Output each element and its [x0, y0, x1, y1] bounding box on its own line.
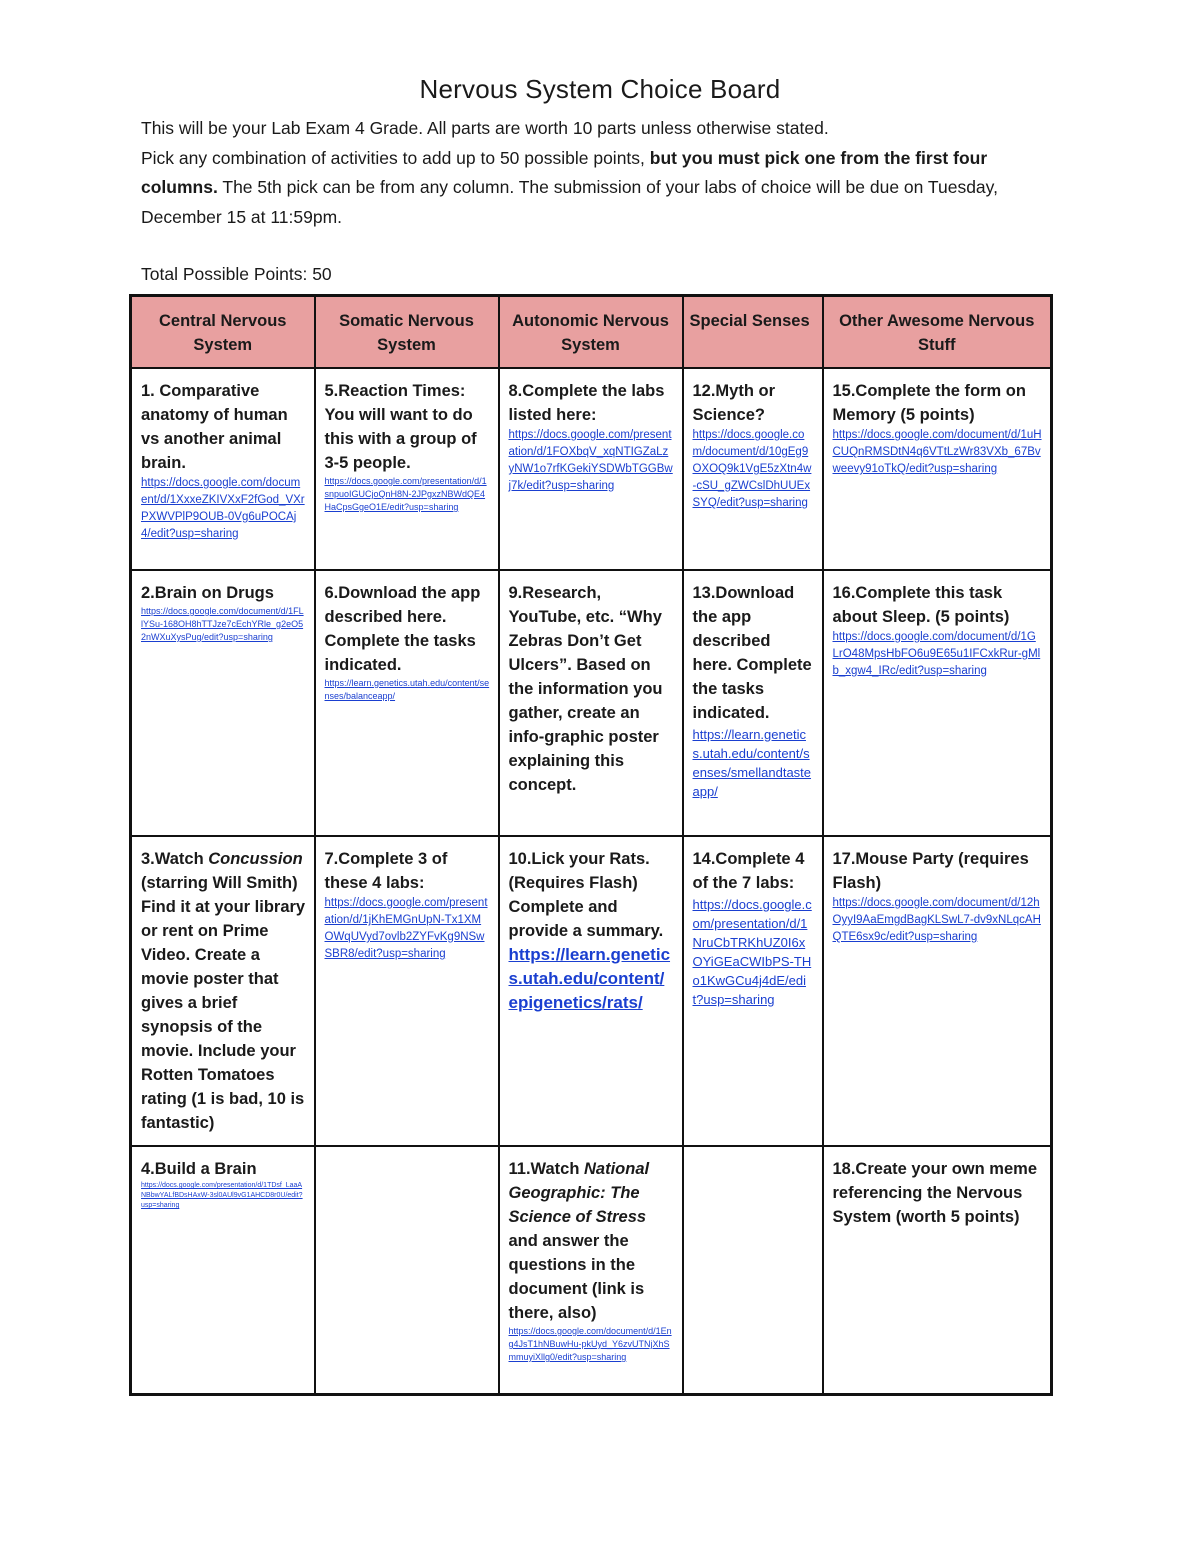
activity-link[interactable]: https://docs.google.com/document/d/10gEg9OXOQ9k1VgE5zXtn4w-cSU_gZWCslDhUUExSYQ/edit?usp=sharing — [692, 429, 812, 509]
activity-film-title: National Geographic: The Science of Stress — [508, 1160, 650, 1226]
activity-link[interactable]: https://learn.genetics.utah.edu/content/senses/smellandtasteapp/ — [692, 727, 812, 799]
header-special-senses: Special Senses — [683, 296, 823, 369]
activity-text — [509, 1157, 674, 1325]
page-title: Nervous System Choice Board — [419, 74, 781, 104]
activity-cell-5 — [315, 368, 499, 570]
activity-cell-15 — [823, 368, 1052, 570]
activity-cell-7 — [315, 836, 499, 1146]
instructions-due-date: The 5th pick can be from any column. The submission of your labs of choice will be due on Tuesday, December 15 at 11:59pm. — [141, 177, 998, 227]
activity-cell-12 — [683, 368, 823, 570]
instructions-text: Pick any combination of activities to add up to 50 possible points, — [141, 147, 650, 168]
activity-cell-2 — [131, 570, 315, 836]
activity-link[interactable]: https://docs.google.com/document/d/1GLrO48MpsHbFO6u9E65u1IFCxkRur-gMlb_xgw4_IRc/edit?usp=sharing — [832, 631, 1041, 677]
activity-cell-14 — [683, 836, 823, 1146]
activity-movie-title: Concussion — [208, 850, 303, 868]
activity-text: 5.Reaction Times: You will want to do this with a group of 3-5 people. — [324, 382, 477, 472]
activity-text: 6.Download the app described here. Complete the tasks indicated. — [324, 584, 481, 674]
instructions — [141, 114, 1061, 232]
activity-text: 8.Complete the labs listed here: — [508, 382, 665, 424]
activity-text-rest: (starring Will Smith) Find it at your library or rent on Prime Video. Create a movie poster that gives a brief synopsis of the movie. Include your Rotten Tomatoes rating (1 is bad, 10 is fantastic) — [141, 874, 306, 1132]
empty-cell — [315, 1146, 499, 1395]
header-autonomic-nervous-system: Autonomic Nervous System — [499, 296, 683, 369]
header-somatic-nervous-system: Somatic Nervous System — [315, 296, 499, 369]
activity-text: 14.Complete 4 of the 7 labs: — [692, 850, 805, 892]
instructions-line-2 — [141, 144, 1061, 233]
activity-text: 16.Complete this task about Sleep. (5 points) — [832, 584, 1010, 626]
activity-text-rest: and answer the questions in the document (link is there, also) — [508, 1232, 645, 1322]
activity-text: 15.Complete the form on Memory (5 points) — [832, 382, 1026, 424]
activity-cell-16 — [823, 570, 1052, 836]
activity-cell-13 — [683, 570, 823, 836]
activity-text: 2.Brain on Drugs — [141, 584, 274, 602]
activity-text: 4.Build a Brain — [141, 1160, 257, 1178]
activity-cell-18 — [823, 1146, 1052, 1395]
activity-cell-1 — [131, 368, 315, 570]
header-row — [131, 296, 1052, 369]
activity-text: 10.Lick your Rats. (Requires Flash) Complete and provide a summary. — [508, 850, 664, 940]
activity-cell-3 — [131, 836, 315, 1146]
activity-cell-17 — [823, 836, 1052, 1146]
activity-text: 12.Myth or Science? — [692, 382, 776, 424]
activity-cell-4 — [131, 1146, 315, 1395]
instructions-emphasis: but you must pick one from the first four columns. — [141, 147, 988, 197]
activity-link[interactable]: https://docs.google.com/document/d/12hOyyI9AaEmgdBagKLSwL7-dv9xNLqcAHQTE6sx9c/edit?usp=sharing — [832, 897, 1041, 943]
activity-text-prefix: 3.Watch — [141, 850, 209, 868]
activity-link[interactable]: https://docs.google.com/document/d/1uHCUQnRMSDtN4q6VTtLzWr83VXb_67Bvweevy91oTkQ/edit?usp=sharing — [832, 429, 1042, 475]
activity-text: 9.Research, YouTube, etc. “Why Zebras Don’t Get Ulcers”. Based on the information you gather, create an info-graphic poster explaining this concept. — [508, 584, 663, 794]
table-row — [131, 368, 1052, 570]
activity-text: 13.Download the app described here. Complete the tasks indicated. — [692, 584, 812, 722]
choice-board-table — [129, 294, 1053, 1396]
activity-cell-11 — [499, 1146, 683, 1395]
table-row — [131, 1146, 1052, 1395]
activity-text-prefix: 11.Watch — [508, 1160, 584, 1178]
header-other-nervous-stuff: Other Awesome Nervous Stuff — [823, 296, 1052, 369]
activity-link[interactable]: https://docs.google.com/presentation/d/1FOXbqV_xqNTIGZaLzyNW1o7rfKGekiYSDWbTGGBwj7k/edit?usp=sharing — [508, 429, 673, 492]
activity-text: 17.Mouse Party (requires Flash) — [832, 850, 1029, 892]
activity-link[interactable]: https://docs.google.com/presentation/d/1NruCbTRKhUZ0I6xOYiGEaCWIbPS-THo1KwGCu4j4dE/edit?usp=sharing — [692, 897, 812, 1007]
activity-text — [141, 847, 306, 1135]
activity-link[interactable]: https://learn.genetics.utah.edu/content/epigenetics/rats/ — [508, 945, 671, 1012]
instructions-line-1: This will be your Lab Exam 4 Grade. All parts are worth 10 parts unless otherwise stated. — [141, 118, 829, 138]
total-points: Total Possible Points: 50 — [141, 264, 332, 284]
table-row — [131, 836, 1052, 1146]
activity-link[interactable]: https://learn.genetics.utah.edu/content/senses/balanceapp/ — [324, 678, 490, 701]
empty-cell — [683, 1146, 823, 1395]
activity-link[interactable]: https://docs.google.com/document/d/1FLlYSu-168OH8hTTJze7cEchYRle_g2eO52nWXuXysPug/edit?usp=sharing — [141, 606, 304, 642]
activity-cell-9 — [499, 570, 683, 836]
activity-cell-6 — [315, 570, 499, 836]
activity-text: 18.Create your own meme referencing the Nervous System (worth 5 points) — [832, 1160, 1037, 1226]
activity-cell-8 — [499, 368, 683, 570]
activity-link[interactable]: https://docs.google.com/presentation/d/1TDsf_LaaANBbwYALfBDsHAxW-3sl0AUl9vG1AHCD8r0U/edit?usp=sharing — [141, 1182, 303, 1209]
activity-text: 7.Complete 3 of these 4 labs: — [324, 850, 448, 892]
activity-link[interactable]: https://docs.google.com/document/d/1XxxeZKIVXxF2fGod_VXrPXWVPlP9OUB-0Vg6uPOCAj4/edit?usp=sharing — [141, 477, 305, 540]
activity-link[interactable]: https://docs.google.com/document/d/1Eng4JsT1hNBuwHu-pkUyd_Y6zvUTNjXhSmmuyiXllg0/edit?usp=sharing — [508, 1326, 672, 1362]
activity-link[interactable]: https://docs.google.com/presentation/d/1jKhEMGnUpN-Tx1XMOWqUVyd7ovlb2ZYFvKg9NSwSBR8/edit?usp=sharing — [324, 897, 488, 960]
activity-link[interactable]: https://docs.google.com/presentation/d/1snpuoIGUCjoQnH8N-2JPgxzNBWdQE4HaCpsGgeO1E/edit?usp=sharing — [324, 476, 487, 512]
activity-text: 1. Comparative anatomy of human vs another animal brain. — [141, 382, 288, 472]
table-row — [131, 570, 1052, 836]
activity-cell-10 — [499, 836, 683, 1146]
header-central-nervous-system: Central Nervous System — [131, 296, 315, 369]
